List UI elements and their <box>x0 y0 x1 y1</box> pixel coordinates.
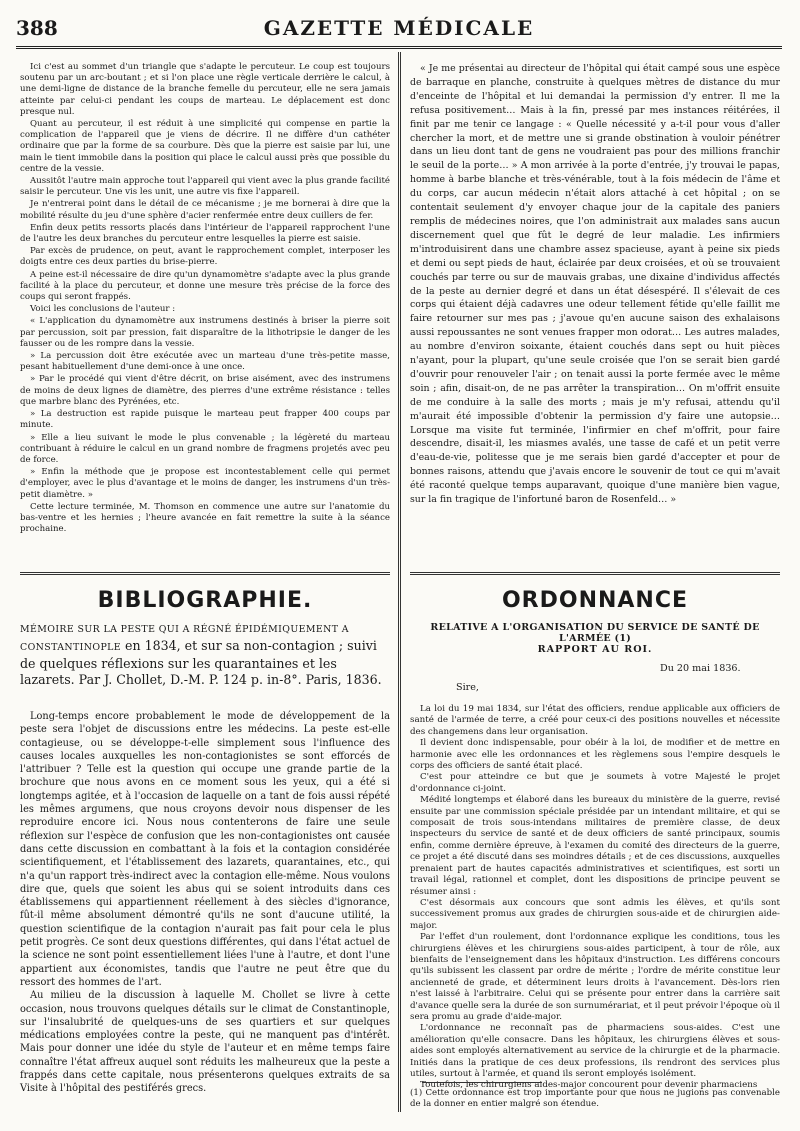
paragraph: C'est désormais aux concours que sont admis les élèves, et qu'ils sont successivement promus aux grades de chirurgien sous-aide et de chirurgien aide-major. <box>410 897 780 931</box>
top-left-article <box>20 62 390 536</box>
ordonnance-body <box>410 704 780 1092</box>
report-date: Du 20 mai 1836. <box>660 663 741 674</box>
paragraph: Quant au percuteur, il est réduit à une simplicité qui compense en partie la complication de l'appareil que je viens de décrire. Il ne diffère d'un cathéter ordinaire que par la forme de sa courbure. Dès que la pierre est saisie par lui, une main le tient immobile dans la position qui place le calcul aussi près que possible du centre de la vessie. <box>20 119 390 174</box>
quote-paragraph: » Enfin la méthode que je propose est incontestablement celle qui permet d'employer, avec le plus d'avantage et le moins de danger, les instrumens d'un très-petit diamètre. » <box>20 467 390 500</box>
paragraph: La loi du 19 mai 1834, sur l'état des officiers, rendue applicable aux officiers de santé de l'armée de terre, a créé pour ceux-ci des positions nouvelles et nécessite des changemens dans leur organisation. <box>410 704 780 737</box>
paragraph: Il devient donc indispensable, pour obéir à la loi, de modifier et de mettre en harmonie avec elle les ordonnances et les règlemens sous l'empire desquels le corps des officiers de santé était placé. <box>410 738 780 772</box>
bibliographie-title: BIBLIOGRAPHIE. <box>97 588 313 613</box>
quote-paragraph: » La destruction est rapide puisque le marteau peut frapper 400 coups par minute. <box>20 409 390 431</box>
paragraph: Par excès de prudence, on peut, avant le rapprochement complet, interposer les doigts entre ces deux parties du brise-pierre. <box>20 246 390 268</box>
section-separator <box>410 572 780 575</box>
footnote-rule <box>422 1082 542 1083</box>
paragraph: A peine est-il nécessaire de dire qu'un dynamomètre s'adapte avec la plus grande facilité à la place du percuteur, et donne une mesure très précise de la force des coups qui seront frappés. <box>20 269 390 303</box>
ordonnance-title: ORDONNANCE <box>501 588 689 613</box>
paragraph: Par l'effet d'un roulement, dont l'ordonnance explique les conditions, tous les chirurgiens élèves et les chirurgiens sous-aides participent, à tour de rôle, aux bienfaits de l'enseignement dans les hôpitaux d'instruction. Les différens concours qu'ils subissent les classent par ordre de mérite ; l'ordre de mérite constitue leur ancienneté de grade, et déterminent leurs droits à l'avancement. Dès-lors rien n'est laissé à l'arbitraire. Celui qui se présente pour entrer dans la carrière sait d'avance quelle sera la durée de son surnumérariat, et il peut prévoir l'époque où il sera promu au grade d'aide-major. <box>410 932 780 1022</box>
rapport-heading: RAPPORT AU ROI. <box>537 644 653 655</box>
ordonnance-subtitle: RELATIVE A L'ORGANISATION DU SERVICE DE SANTÉ DE L'ARMÉE (1) <box>430 622 760 644</box>
quote-paragraph: » La percussion doit être exécutée avec un marteau d'une très-petite masse, pesant habituellement d'une demi-once à une once. <box>20 351 390 373</box>
paragraph: C'est pour atteindre ce but que je soumets à votre Majesté le projet d'ordonnance ci-joint. <box>410 772 780 794</box>
quote-paragraph: » Elle a lieu suivant le mode le plus convenable ; la légèreté du marteau contribuant à réduire le calcul en un grand nombre de fragmens projetés avec peu de force. <box>20 432 390 465</box>
paragraph: Je n'entrerai point dans le détail de ce mécanisme ; je me bornerai à dire que la mobilité résulte du jeu d'une sphère d'acier renfermée entre deux cuillers de fer. <box>20 199 390 221</box>
page-number: 388 <box>16 16 58 40</box>
running-title: GAZETTE MÉDICALE <box>263 16 535 40</box>
paragraph: Cette lecture terminée, M. Thomson en commence une autre sur l'anatomie du bas-ventre et les hernies ; l'heure avancée en fait remettre la suite à la séance prochaine. <box>20 501 390 535</box>
paragraph: Ici c'est au sommet d'un triangle que s'adapte le percuteur. Le coup est toujours soutenu par un arc-boutant ; et si l'on place une règle verticale derrière le calcul, à une demi-ligne de distance de la branche femelle du percuteur, elle ne sera jamais atteinte par celui-ci pendant les coups de marteau. Le déplacement est donc presque nul. <box>20 62 390 117</box>
header-rule <box>16 46 782 49</box>
book-title-caps: MÉMOIRE SUR LA PESTE QUI A RÉGNÉ ÉPIDÉMIQUEMENT A CONSTANTINOPLE <box>20 624 349 653</box>
paragraph: Enfin deux petits ressorts placés dans l'intérieur de l'appareil rapprochent l'une de l'autre les deux branches du percuteur entre lesquelles la pierre est saisie. <box>20 222 390 245</box>
page-header <box>16 16 782 46</box>
quote-paragraph: » Par le procédé qui vient d'être décrit, on brise aisément, avec des instrumens de moins de deux lignes de diamètre, des pierres d'une extrême résistance : telles que marbre blanc des Pyrénées, etc. <box>20 374 390 407</box>
paragraph: Au milieu de la discussion à laquelle M. Chollet se livre à cette occasion, nous trouvons quelques détails sur le climat de Constantinople, sur l'insalubrité de quelques-uns de ses quartiers et sur quelques médications employées contre la peste, qui ne manquent pas d'intérêt. Mais pour donner une idée du style de l'auteur et en même temps faire connaître l'état affreux auquel sont réduits les malheureux que la peste a frappés dans cette capitale, nous présenterons quelques extraits de sa Visite à l'hôpital des pestiférés grecs. <box>20 990 390 1095</box>
paragraph: Médité longtemps et élaboré dans les bureaux du ministère de la guerre, revisé ensuite par une commission spéciale présidée par un intendant militaire, et qui se composait de trois sous-intendans militaires de première classe, de deux inspecteurs du service de santé et de deux officiers de santé principaux, soumis enfin, comme dernière épreuve, à l'examen du comité des directeurs de la guerre, ce projet a été discuté dans ses moindres détails ; et de ces discussions, auxquelles prenaient part de hautes capacités administratives et scientifiques, est sorti un travail légal, rationnel et complet, dont les dispositions de principe peuvent se résumer ainsi : <box>410 795 780 897</box>
bibliographie-body <box>20 710 390 1096</box>
quote-paragraph: « L'application du dynamomètre aux instrumens destinés à briser la pierre soit par percussion, soit par pression, fait disparaître de la lithotripsie le danger de les fausser ou de les rompre dans la vessie. <box>20 316 390 349</box>
paragraph: L'ordonnance ne reconnaît pas de pharmaciens sous-aides. C'est une amélioration qu'elle consacre. Dans les hôpitaux, les chirurgiens élèves et sous-aides sont employés alternativement au service de la chirurgie et de la pharmacie. Initiés dans la pratique de ces deux professions, ils rendront des services plus utiles, surtout à l'armée, et quand ils seront employés isolément. <box>410 1023 780 1079</box>
section-separator <box>20 572 390 575</box>
paragraph: Aussitôt l'autre main approche tout l'appareil qui vient avec la plus grande facilité saisir le percuteur. Une vis les unit, une autre vis fixe l'appareil. <box>20 176 390 198</box>
book-title <box>20 620 390 688</box>
paragraph: Voici les conclusions de l'auteur : <box>30 304 176 315</box>
top-right-extract <box>410 62 780 507</box>
quote-paragraph: « Je me présentai au directeur de l'hôpital qui était campé sous une espèce de barraque en planche, construite à quelques mètres de distance du mur d'enceinte de l'hôpital et lui demandai la permission d'y entrer. Il me la refusa positivement… Mais à la fin, pressé par mes instances réitérées, il finit par me tenir ce langage : « Quelle nécessité y a-t-il pour vous d'aller chercher la mort, et de mettre une si grande obstination à vouloir pénétrer dans un lieu dont tant de gens ne voudraient pas pour des millions franchir le seuil de la porte… » A mon arrivée à la porte d'entrée, j'y trouvai le papas, homme à barbe blanche et très-vénérable, tout à la fois médecin de l'âme et du corps, car aucun médecin n'était alors attaché à cet hôpital ; on se contentait seulement d'y envoyer chaque jour de la capitale des paniers remplis de médecines noires, que l'on administrait aux malades sans aucun discernement quel que fût le degré de leur maladie. Les infirmiers m'introduisirent dans une chambre assez spacieuse, ayant à peine six pieds et demi ou sept pieds de haut, éclairée par deux croisées, et où se trouvaient couchés par terre ou sur de mauvais grabas, une dixaine d'individus affectés de la peste au dernier degré et dans un état désespéré. Il s'élevait de ces corps qui étaient déjà cadavres une odeur tellement fétide qu'elle faillit me faire retourner sur mes pas ; j'avoue qu'en aucune saison des exhalaisons aussi repoussantes ne sont venues frapper mon odorat… Les autres malades, au nombre d'environ soixante, étaient couchés dans sept ou huit pièces n'ayant, pour la plupart, qu'une seule croisée que l'on se serait bien gardé d'ouvrir pour renouveler l'air ; on tenait aussi la porte fermée avec le même soin ; afin, disait-on, de ne pas arrêter la transpiration… On m'offrit ensuite de me conduire à la salle des morts ; mais je m'y refusai, attendu qu'il m'aurait été impossible d'obtenir la permission d'y faire une autopsie… Lorsque ma visite fut terminée, l'infirmier en chef m'offrit, pour faire descendre, disait-il, les miasmes avalés, une tasse de café et un petit verre d'eau-de-vie, politesse que je me serais bien gardé d'accepter et pour de bonnes raisons, attendu que j'avais encore le souvenir de tout ce qui m'avait été raconté quelque temps auparavant, quoique d'une manière bien vague, sur la fin tragique de l'infortuné baron de Rosenfeld… » <box>410 63 780 506</box>
footnote: (1) Cette ordonnance est trop importante pour que nous ne jugions pas convenable de la donner en entier malgré son étendue. <box>410 1088 780 1109</box>
column-divider <box>398 52 401 1112</box>
paragraph: Toutefois, les chirurgiens aides-major concourent pour devenir pharmaciens <box>420 1080 758 1091</box>
salutation: Sire, <box>456 682 479 693</box>
paragraph: Long-temps encore probablement le mode de développement de la peste sera l'objet de discussions entre les médecins. La peste est-elle contagieuse, ou se développe-t-elle simplement sous l'influence des causes locales auxquelles les non-contagionistes se sont efforcés de l'attribuer ? Telle est la question qui occupe une grande partie de la brochure que nous avons en ce moment sous les yeux, qui a été si longtemps agitée, et à l'occasion de laquelle on a tant de fois aussi répété les mêmes argumens, que nous croyons devoir nous dispenser de les reproduire encore ici. Nous nous contenterons de faire une seule réflexion sur l'espèce de confusion que les non-contagionistes ont causée dans cette discussion en combattant à la fois et la contagion considérée scientifiquement, et l'établissement des lazarets, quarantaines, etc., qui n'a qu'un rapport très-indirect avec la contagion elle-même. Nous voulons dire que, quels que soient les abus qui se soient introduits dans ces établissemens qui appartiennent réellement à des siècles d'ignorance, fût-il même absolument démontré qu'ils ne sont d'aucune utilité, la question scientifique de la contagion n'aurait pas fait pour cela le plus petit progrès. Ce sont deux questions différentes, qui dans l'état actuel de la science ne sont point essentiellement liées l'une à l'autre, et dont l'une appartient aux économistes, tandis que l'autre ne peut être que du ressort des hommes de l'art. <box>20 711 390 988</box>
book-title-rest: en 1834, et sur sa non-contagion ; suivi de quelques réflexions sur les quarantaines et les lazarets. Par J. Chollet, D.-M. P. 124 p. in-8°. Paris, 1836. <box>20 638 382 687</box>
